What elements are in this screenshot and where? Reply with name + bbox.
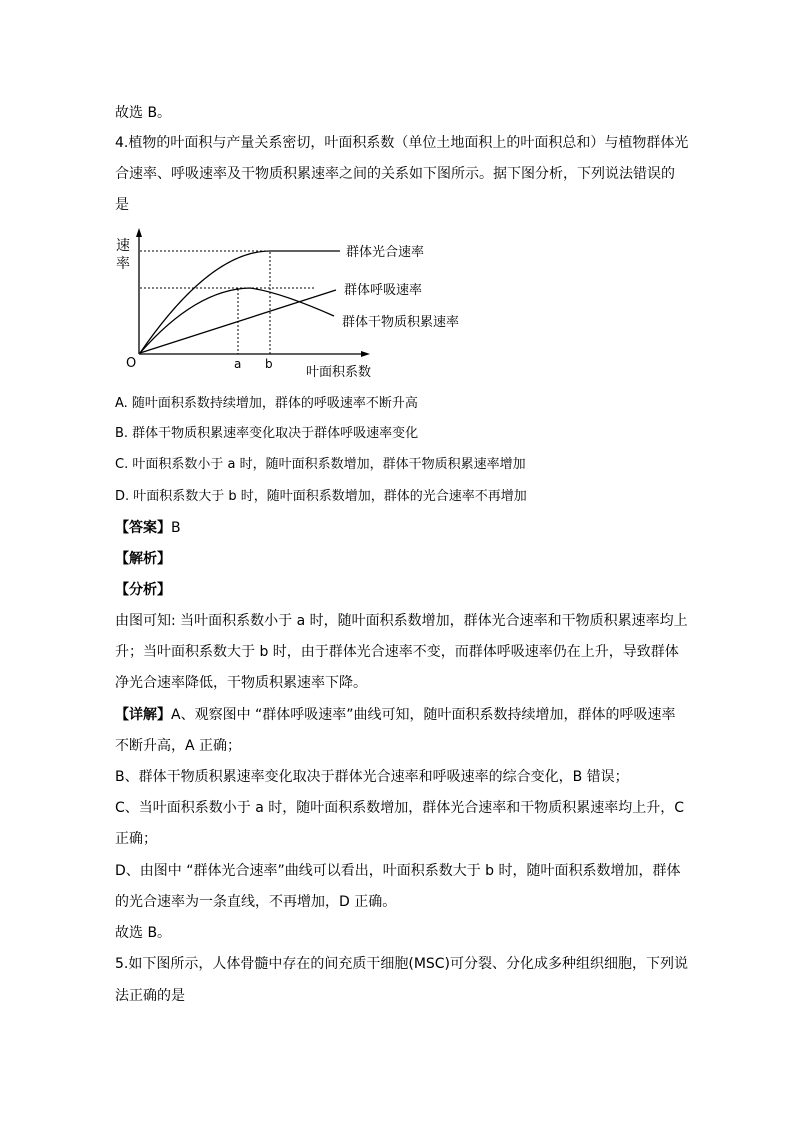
photosynthesis-curve bbox=[140, 251, 340, 353]
fenxi-tag: 【分析】 bbox=[115, 582, 171, 598]
question-4-stem-line-3: 是 bbox=[115, 197, 129, 213]
option-d: D. 叶面积系数大于 b 时，随叶面积系数增加，群体的光合速率不再增加 bbox=[115, 489, 527, 504]
y-label-1: 速 bbox=[116, 238, 130, 254]
answer-tag: 【答案】 bbox=[115, 520, 171, 536]
detail-line-6: D、由图中 “群体光合速率”曲线可以看出，叶面积系数大于 b 时，随叶面积系数增加，群体 bbox=[115, 863, 681, 879]
option-c: C. 叶面积系数小于 a 时，随叶面积系数增加，群体干物质积累速率增加 bbox=[115, 457, 526, 472]
analysis-tag: 【解析】 bbox=[115, 551, 171, 567]
option-b: B. 群体干物质积累速率变化取决于群体呼吸速率变化 bbox=[115, 426, 419, 441]
final-answer-line: 故选 B。 bbox=[115, 925, 172, 941]
dry-matter-label: 群体干物质积累速率 bbox=[342, 315, 460, 330]
y-axis-arrow bbox=[136, 228, 142, 237]
option-a: A. 随叶面积系数持续增加，群体的呼吸速率不断升高 bbox=[115, 396, 418, 411]
detail-line-4: C、当叶面积系数小于 a 时，随叶面积系数增加，群体光合速率和干物质积累速率均上升，C bbox=[115, 800, 685, 816]
question-4-stem-line-1: 4.植物的叶面积与产量关系密切，叶面积系数（单位土地面积上的叶面积总和）与植物群体光 bbox=[115, 135, 689, 151]
respiration-curve bbox=[140, 290, 336, 353]
photosynthesis-label: 群体光合速率 bbox=[346, 245, 425, 260]
x-axis-label: 叶面积系数 bbox=[306, 365, 372, 380]
detail-line-2: 不断升高，A 正确； bbox=[115, 738, 242, 754]
tick-a-label: a bbox=[234, 357, 242, 371]
previous-answer-line: 故选 B。 bbox=[115, 105, 172, 121]
fenxi-line-3: 净光合速率降低，干物质积累速率下降。 bbox=[115, 675, 367, 691]
fenxi-line-2: 升；当叶面积系数大于 b 时，由于群体光合速率不变，而群体呼吸速率仍在上升，导致群体 bbox=[115, 644, 679, 660]
question-5-stem-line-2: 法正确的是 bbox=[115, 988, 185, 1004]
question-4-stem-line-2: 合速率、呼吸速率及干物质积累速率之间的关系如下图所示。据下图分析，下列说法错误的 bbox=[115, 166, 675, 182]
tick-b-label: b bbox=[265, 357, 273, 371]
respiration-label: 群体呼吸速率 bbox=[344, 283, 423, 298]
detail-line-3: B、群体干物质积累速率变化取决于群体光合速率和呼吸速率的综合变化，B 错误； bbox=[115, 769, 629, 785]
leaf-area-rate-figure bbox=[108, 228, 488, 383]
y-label-2: 率 bbox=[116, 256, 130, 272]
fenxi-line-1: 由图可知: 当叶面积系数小于 a 时，随叶面积系数增加，群体光合速率和干物质积累速率均上 bbox=[115, 613, 688, 629]
origin-label: O bbox=[126, 356, 137, 371]
x-axis-arrow bbox=[361, 351, 370, 357]
question-5-stem-line-1: 5.如下图所示，人体骨髓中存在的间充质干细胞(MSC)可分裂、分化成多种组织细胞，下列说 bbox=[115, 956, 689, 972]
detail-line-5: 正确； bbox=[115, 831, 157, 847]
detail-line-1-text: A、观察图中 “群体呼吸速率”曲线可知，随叶面积系数持续增加，群体的呼吸速率 bbox=[171, 707, 676, 723]
detail-line-1 bbox=[115, 705, 676, 725]
answer-line bbox=[115, 518, 181, 538]
detail-tag: 【详解】 bbox=[115, 707, 171, 723]
detail-line-7: 的光合速率为一条直线，不再增加，D 正确。 bbox=[115, 894, 397, 910]
answer-value: B bbox=[171, 520, 181, 536]
